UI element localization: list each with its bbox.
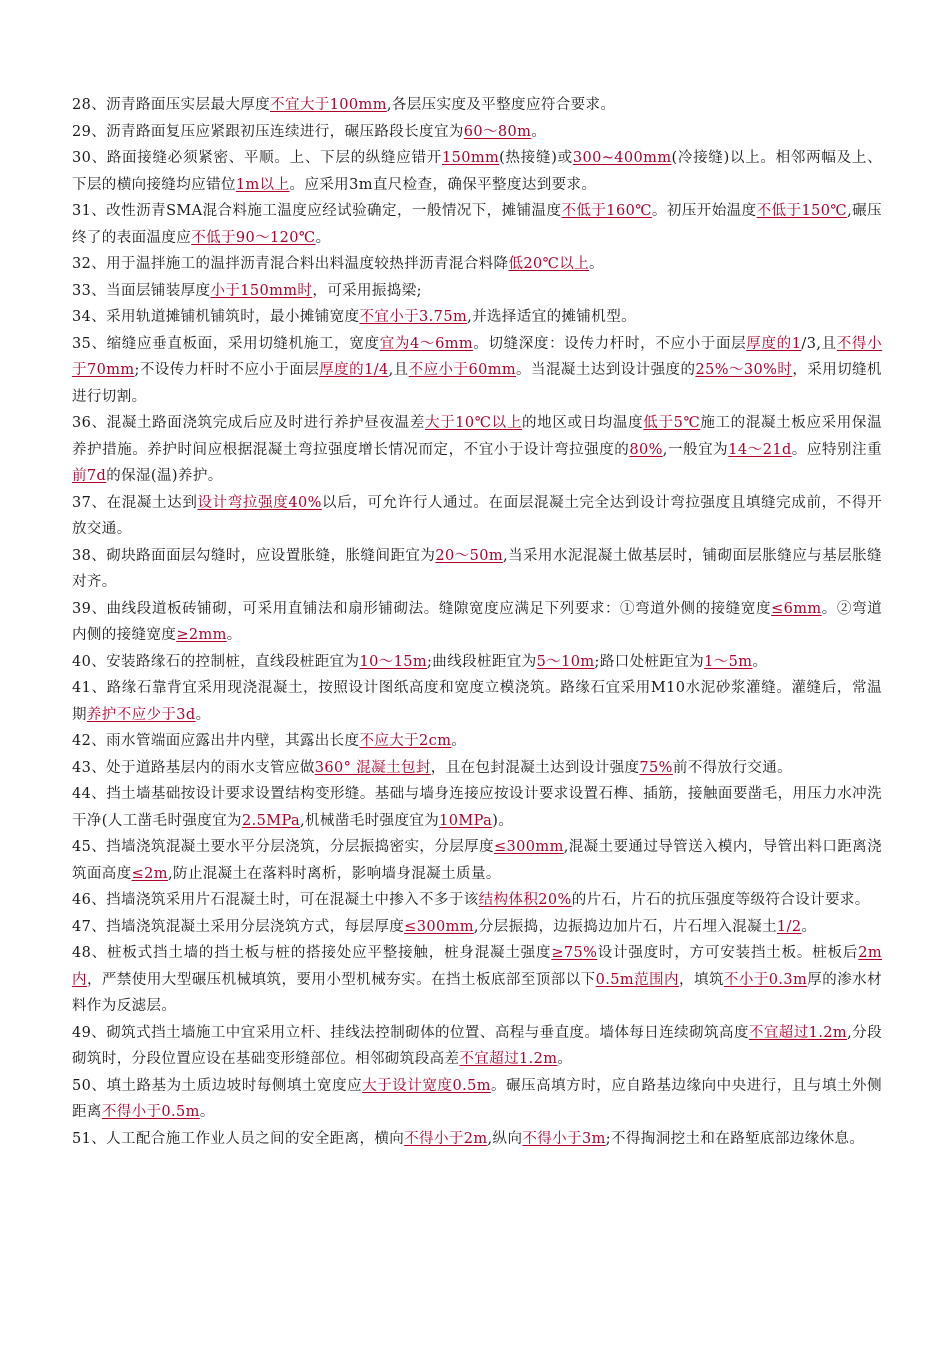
item-text: 50、填土路基为土质边坡时每侧填土宽度应: [72, 1077, 363, 1094]
item-text: ,且: [388, 362, 409, 378]
item-text: 30、路面接缝必须紧密、平顺。上、下层的纵缝应错开: [72, 150, 442, 166]
highlighted-text: ≥2mm: [176, 627, 227, 643]
highlighted-text: 不宜大于100mm: [270, 97, 387, 113]
highlighted-text: 5～10m: [536, 653, 595, 670]
list-item: [72, 331, 882, 411]
item-text: 33、当面层铺装厚度: [72, 282, 211, 299]
highlighted-text: 大于设计宽度0.5m: [362, 1077, 491, 1094]
item-text: 48、桩板式挡土墙的挡土板与桩的搭接处应平整接触，桩身混凝土强度: [72, 945, 552, 961]
highlighted-text: 不得小于2m: [404, 1130, 488, 1147]
list-item: [72, 278, 882, 305]
item-text: ，可采用振捣梁;: [312, 282, 422, 299]
list-item: [72, 940, 882, 1020]
highlighted-text: 不低于150℃: [756, 203, 848, 219]
list-item: [72, 92, 882, 119]
highlighted-text: 前7d: [72, 468, 107, 484]
highlighted-text: 不应大于2cm: [359, 733, 452, 749]
item-text: 。: [195, 706, 211, 723]
list-item: [72, 410, 882, 490]
highlighted-text: 75%: [639, 759, 673, 776]
highlighted-text: 10MPa: [439, 812, 493, 829]
list-item: [72, 728, 882, 755]
list-item: [72, 251, 882, 278]
list-item: [72, 1020, 882, 1073]
highlighted-text: 60～80m: [463, 123, 532, 140]
highlighted-text: 不得小于3m: [522, 1130, 606, 1147]
highlighted-text: 厚度的1: [746, 335, 802, 352]
highlighted-text: 厚度的1/4: [319, 362, 389, 378]
highlighted-text: 1m以上: [235, 176, 290, 193]
item-text: 设计强度时，方可安装挡土板。桩板后: [597, 945, 859, 961]
item-text: 。: [801, 918, 817, 935]
item-text: ;不设传力杆时不应小于面层: [134, 362, 320, 378]
highlighted-text: 300~400mm: [572, 150, 672, 166]
highlighted-text: 宜为4～6mm: [379, 335, 474, 352]
list-item: [72, 543, 882, 596]
item-text: 29、沥青路面复压应紧跟初压连续进行，碾压路段长度宜为: [72, 123, 464, 140]
list-item: [72, 1073, 882, 1126]
item-text: 。碾压高填方时，应自路基边缘向中央进行，且与填土外侧距离: [72, 1077, 882, 1120]
list-item: [72, 198, 882, 251]
item-text: 35、缩缝应垂直板面，采用切缝机施工，宽度: [72, 335, 380, 352]
item-text: 37、在混凝土达到: [72, 494, 198, 511]
item-text: ;路口处桩距宜为: [594, 653, 705, 670]
item-text: 。: [315, 229, 331, 246]
item-text: )。: [492, 812, 514, 829]
item-text: ,机械凿毛时强度宜为: [300, 812, 440, 829]
highlighted-text: 20～50m: [435, 547, 504, 564]
highlighted-text: 养护不应少于3d: [86, 706, 196, 723]
highlighted-text: 不低于160℃: [561, 203, 652, 219]
item-text: (热接缝)或: [499, 150, 573, 166]
highlighted-text: 设计弯拉强度40%: [197, 494, 322, 511]
item-text: 。: [752, 653, 768, 670]
item-text: ,防止混凝土在落料时离析，影响墙身混凝土质量。: [167, 865, 501, 882]
highlighted-text: 25%～30%时: [695, 362, 793, 378]
list-item: [72, 914, 882, 941]
item-text: 。: [451, 733, 467, 749]
item-text: ,混凝土要通过导管送入模内，导管出料口距离浇筑面高度: [72, 839, 882, 882]
item-text: 。: [226, 627, 242, 643]
item-text: 前不得放行交通。: [672, 759, 793, 776]
item-text: 46、挡墙浇筑采用片石混凝土时，可在混凝土中掺入不多于该: [72, 892, 479, 908]
item-text: 。: [531, 123, 547, 140]
highlighted-text: 不小于0.3m: [723, 971, 808, 988]
item-text: ，采用切缝机进行切割。: [72, 362, 882, 405]
item-text: 45、挡墙浇筑混凝土要水平分层浇筑，分层振捣密实，分层厚度: [72, 839, 494, 855]
highlighted-text: 不宜超过1.2m: [459, 1051, 558, 1067]
list-item: [72, 1126, 882, 1153]
item-text: 的片石，片石的抗压强度等级符合设计要求。: [571, 892, 870, 908]
highlighted-text: 360° 混凝土包封: [314, 759, 431, 776]
list-item: [72, 755, 882, 782]
highlighted-text: 不低于90～120℃: [191, 229, 316, 246]
item-text: 。: [199, 1104, 215, 1120]
highlighted-text: 低20℃以上: [508, 256, 590, 272]
item-text: 31、改性沥青SMA混合料施工温度应经试验确定，一般情况下，摊铺温度: [72, 203, 562, 219]
item-text: /3,且: [801, 335, 837, 352]
list-item: [72, 490, 882, 543]
item-text: ，严禁使用大型碾压机械填筑，要用小型机械夯实。在挡土板底部至顶部以下: [86, 971, 596, 988]
item-text: 。: [557, 1051, 573, 1067]
item-text: 44、挡土墙基础按设计要求设置结构变形缝。基础与墙身连接应按设计要求设置石榫、插筋，接触面要凿毛，用压力水冲洗干净(人工凿毛时强度宜为: [72, 786, 882, 829]
item-text: ,分层振捣，边振捣边加片石，片石埋入混凝土: [473, 918, 777, 935]
highlighted-text: ≤6mm: [771, 600, 822, 617]
highlighted-text: 结构体积20%: [478, 892, 572, 908]
item-text: 43、处于道路基层内的雨水支管应做: [72, 759, 315, 776]
highlighted-text: 0.5m范围内: [595, 971, 680, 988]
item-text: ，且在包封混凝土达到设计强度: [430, 759, 640, 776]
highlighted-text: ≤2m: [131, 865, 168, 882]
item-text: 47、挡墙浇筑混凝土采用分层浇筑方式，每层厚度: [72, 918, 405, 935]
item-text: 。: [589, 256, 604, 272]
highlighted-text: 不得小于70mm: [72, 335, 882, 378]
list-item: [72, 781, 882, 834]
highlighted-text: 14～21d: [728, 441, 792, 458]
item-text: ,纵向: [487, 1130, 523, 1147]
highlighted-text: 2m内: [72, 945, 882, 988]
highlighted-text: 10～15m: [359, 653, 428, 670]
item-text: 的地区或日均温度: [522, 415, 644, 431]
list-item: [72, 649, 882, 676]
item-text: 49、砌筑式挡土墙施工中宜采用立杆、挂线法控制砌体的位置、高程与垂直度。墙体每日连续砌筑高度: [72, 1024, 749, 1041]
item-text: 42、雨水管端面应露出井内壁，其露出长度: [72, 733, 360, 749]
list-item: [72, 145, 882, 198]
highlighted-text: ≥75%: [551, 945, 598, 961]
item-text: 以后，可允许行人通过。在面层混凝土完全达到设计弯拉强度且填缝完成前，不得开放交通。: [72, 494, 882, 537]
highlighted-text: 低于5℃: [643, 415, 701, 431]
item-text: 。应采用3m直尺检查，确保平整度达到要求。: [289, 176, 597, 193]
item-text: ,当采用水泥混凝土做基层时，铺砌面层胀缝应与基层胀缝对齐。: [72, 547, 882, 590]
item-text: ,分段砌筑时，分段位置应设在基础变形缝部位。相邻砌筑段高差: [72, 1024, 882, 1067]
highlighted-text: 不应小于60mm: [408, 362, 516, 378]
document-body: [72, 92, 882, 1152]
highlighted-text: 80%: [629, 441, 663, 458]
item-text: 施工的混凝土板应采用保温养护措施。养护时间应根据混凝土弯拉强度增长情况而定，不宜小于设计弯拉强度的: [72, 415, 882, 458]
item-text: ,一般宜为: [662, 441, 729, 458]
item-text: 28、沥青路面压实层最大厚度: [72, 97, 271, 113]
highlighted-text: 大于10℃以上: [424, 415, 523, 431]
highlighted-text: ≤300mm: [494, 839, 564, 855]
list-item: [72, 887, 882, 914]
item-text: 40、安装路缘石的控制桩，直线段桩距宜为: [72, 653, 360, 670]
item-text: 的保湿(温)养护。: [106, 468, 223, 484]
highlighted-text: 150mm: [441, 150, 500, 166]
item-text: ;曲线段桩距宜为: [427, 653, 537, 670]
highlighted-text: 小于150mm时: [210, 282, 313, 299]
highlighted-text: 不得小于0.5m: [101, 1104, 200, 1120]
highlighted-text: 不宜小于3.75m: [359, 309, 468, 325]
item-text: 厚的渗水材料作为反滤层。: [72, 971, 883, 1014]
item-text: ,并选择适宜的摊铺机型。: [467, 309, 637, 325]
item-text: ,碾压终了的表面温度应: [72, 203, 882, 246]
item-text: 。当混凝土达到设计强度的: [516, 362, 696, 378]
list-item: [72, 834, 882, 887]
list-item: [72, 675, 882, 728]
highlighted-text: 不宜超过1.2m: [748, 1024, 848, 1041]
item-text: 。②弯道内侧的接缝宽度: [72, 600, 882, 643]
item-text: ;不得掏洞挖土和在路堑底部边缘休息。: [605, 1130, 865, 1147]
item-text: ,各层压实度及平整度应符合要求。: [386, 97, 616, 113]
highlighted-text: 1～5m: [704, 653, 753, 670]
highlighted-text: 1/2: [776, 918, 802, 935]
highlighted-text: 2.5MPa: [241, 812, 301, 829]
item-text: 。应特别注重: [791, 441, 883, 458]
list-item: [72, 304, 882, 331]
item-text: 41、路缘石靠背宜采用现浇混凝土，按照设计图纸高度和宽度立模浇筑。路缘石宜采用M10水泥砂浆灌缝。灌缝后，常温期: [72, 680, 882, 723]
item-text: ，填筑: [679, 971, 724, 988]
item-text: 32、用于温拌施工的温拌沥青混合料出料温度较热拌沥青混合料降: [72, 256, 509, 272]
item-text: 。初压开始温度: [651, 203, 757, 219]
item-text: 34、采用轨道摊铺机铺筑时，最小摊铺宽度: [72, 309, 360, 325]
highlighted-text: ≤300mm: [404, 918, 474, 935]
item-text: 36、混凝土路面浇筑完成后应及时进行养护昼夜温差: [72, 415, 425, 431]
list-item: [72, 596, 882, 649]
item-text: (冷接缝)以上。相邻两幅及上、下层的横向接缝均应错位: [72, 150, 882, 193]
item-text: 39、曲线段道板砖铺砌，可采用直铺法和扇形铺砌法。缝隙宽度应满足下列要求：①弯道外侧的接缝宽度: [72, 600, 772, 617]
item-text: 。切缝深度：设传力杆时，不应小于面层: [473, 335, 747, 352]
list-item: [72, 119, 882, 146]
item-text: 38、砌块路面面层勾缝时，应设置胀缝，胀缝间距宜为: [72, 547, 436, 564]
item-text: 51、人工配合施工作业人员之间的安全距离，横向: [72, 1130, 405, 1147]
